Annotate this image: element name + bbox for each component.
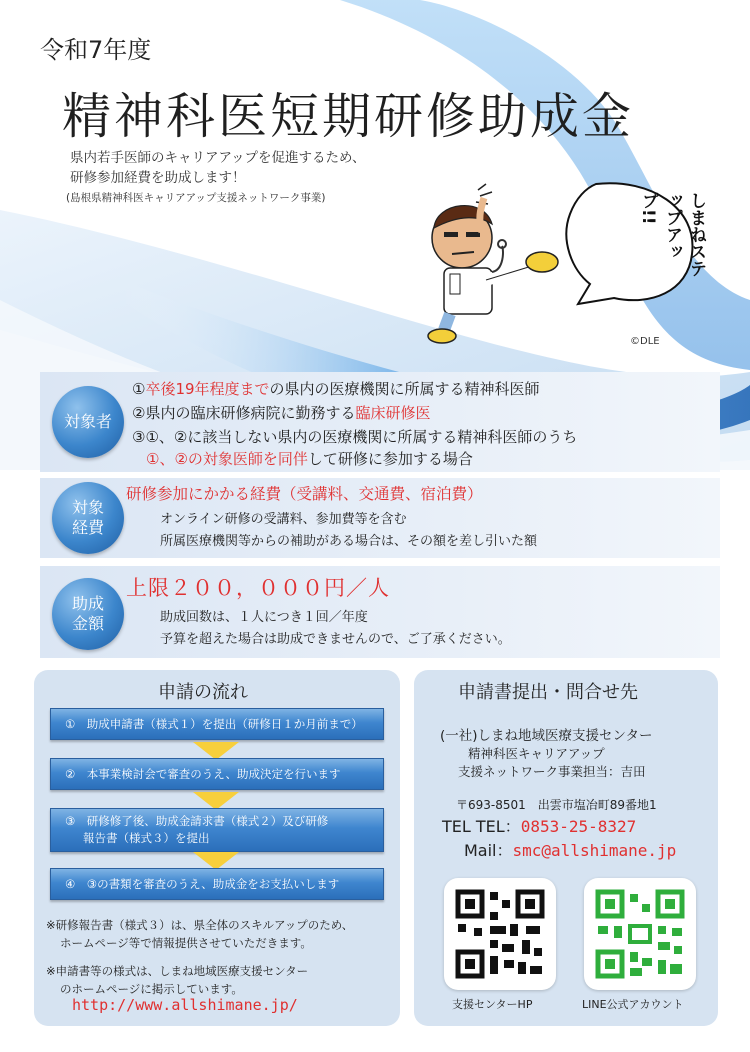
fiscal-year: 令和7年度 xyxy=(40,36,152,64)
lead-line-2: 研修参加経費を助成します！ xyxy=(70,170,246,186)
tel-number[interactable]: 0853-25-8327 xyxy=(520,817,637,836)
target-label-badge xyxy=(52,386,124,458)
target-item-2-highlight: 臨床研修医 xyxy=(355,404,431,422)
flow-step-2-text: ② 本事業検討会で審査のうえ、助成決定を行います xyxy=(65,766,341,781)
flow-step-1-text: ① 助成申請書（様式１）を提出（研修日１か月前まで） xyxy=(65,716,363,731)
flow-title: 申請の流れ xyxy=(158,682,248,703)
flow-note-1-line-2: ホームページ等で情報提供させていただきます。 xyxy=(60,936,312,950)
target-item-1 xyxy=(132,378,540,399)
target-label: 対象者 xyxy=(63,412,112,431)
flow-note-2-line-2: のホームページに掲示しています。 xyxy=(60,982,243,996)
target-item-1-prefix: ① xyxy=(132,380,146,398)
target-item-3-highlight: ①、②の対象医師を同伴 xyxy=(146,450,308,468)
contact-mail xyxy=(464,838,676,861)
flow-step-1 xyxy=(50,708,384,740)
expense-label-line-1: 対象 xyxy=(71,498,104,517)
copyright-notice: ©DLE xyxy=(630,336,660,347)
grant-note-1: 助成回数は、１人につき１回／年度 xyxy=(160,610,368,625)
lead-line-1: 県内若手医師のキャリアアップを促進するため、 xyxy=(70,150,366,166)
flow-step-3 xyxy=(50,808,384,852)
grant-amount: 上限２００，０００円／人 xyxy=(126,576,390,600)
tel-label: TEL TEL： xyxy=(442,817,521,836)
website-link[interactable]: http://www.allshimane.jp/ xyxy=(72,996,298,1014)
contact-address: 〒693-8501 出雲市塩冶町89番地1 xyxy=(456,798,657,812)
target-item-3-rest: して研修に参加する場合 xyxy=(307,450,473,468)
target-item-1-rest: の県内の医療機関に所属する精神科医師 xyxy=(269,380,540,398)
expense-label-line-2: 経費 xyxy=(71,518,104,537)
grant-note-2: 予算を超えた場合は助成できませんので、ご了承ください。 xyxy=(160,632,511,647)
flow-step-2 xyxy=(50,758,384,790)
support-center-qr-caption: 支援センターHP xyxy=(452,998,533,1011)
expense-note-2: 所属医療機関等からの補助がある場合は、その額を差し引いた額 xyxy=(160,534,538,549)
flow-step-4-text: ④ ③の書類を審査のうえ、助成金をお支払いします xyxy=(65,876,340,891)
mail-address[interactable]: smc@allshimane.jp xyxy=(512,841,677,860)
mail-label: Mail： xyxy=(464,841,513,860)
flow-note-1 xyxy=(46,916,353,952)
page-title: 精神科医短期研修助成金 xyxy=(62,88,635,145)
flow-step-4 xyxy=(50,868,384,900)
flow-note-2 xyxy=(46,962,308,998)
support-center-qr-code[interactable] xyxy=(444,878,556,990)
contact-org: (一社)しまね地域医療支援センター xyxy=(440,728,653,744)
contact-title: 申請書提出・問合せ先 xyxy=(458,682,638,703)
qr-code-icon xyxy=(584,878,696,990)
expense-label-badge xyxy=(52,482,124,554)
grant-label-line-2: 金額 xyxy=(71,614,104,633)
contact-tel xyxy=(442,814,636,837)
target-item-2 xyxy=(132,402,430,423)
program-name: (島根県精神科医キャリアアップ支援ネットワーク事業) xyxy=(66,192,326,204)
expense-headline: 研修参加にかかる経費（受講料、交通費、宿泊費） xyxy=(126,485,483,503)
line-account-qr-code[interactable] xyxy=(584,878,696,990)
target-item-3: ③①、②に該当しない県内の医療機関に所属する精神科医師のうち xyxy=(132,428,578,446)
flow-note-1-line-1: ※研修報告書（様式３）は、県全体のスキルアップのため、 xyxy=(46,918,354,932)
expense-note-1: オンライン研修の受講料、参加費等を含む xyxy=(160,512,407,527)
target-item-1-highlight: 卒後19年程度まで xyxy=(145,380,270,398)
contact-dept-2: 支援ネットワーク事業担当：吉田 xyxy=(458,764,646,779)
flow-step-3-text-cont: 報告書（様式３）を提出 xyxy=(83,831,210,845)
lead-text xyxy=(70,148,366,188)
line-account-qr-caption: LINE公式アカウント xyxy=(582,998,684,1011)
speech-bubble-text: しまねステップアップ!! xyxy=(638,192,706,277)
contact-dept-1: 精神科医キャリアアップ xyxy=(468,746,605,761)
flow-note-2-line-1: ※申請書等の様式は、しまね地域医療支援センター xyxy=(46,964,309,978)
grant-label-badge xyxy=(52,578,124,650)
flow-step-3-text: ③ 研修修了後、助成金請求書（様式２）及び研修 xyxy=(65,814,329,828)
target-item-3-cont xyxy=(146,448,473,469)
qr-code-icon xyxy=(444,878,556,990)
target-item-2-text: ②県内の臨床研修病院に勤務する xyxy=(132,404,356,422)
grant-label-line-1: 助成 xyxy=(71,594,104,613)
